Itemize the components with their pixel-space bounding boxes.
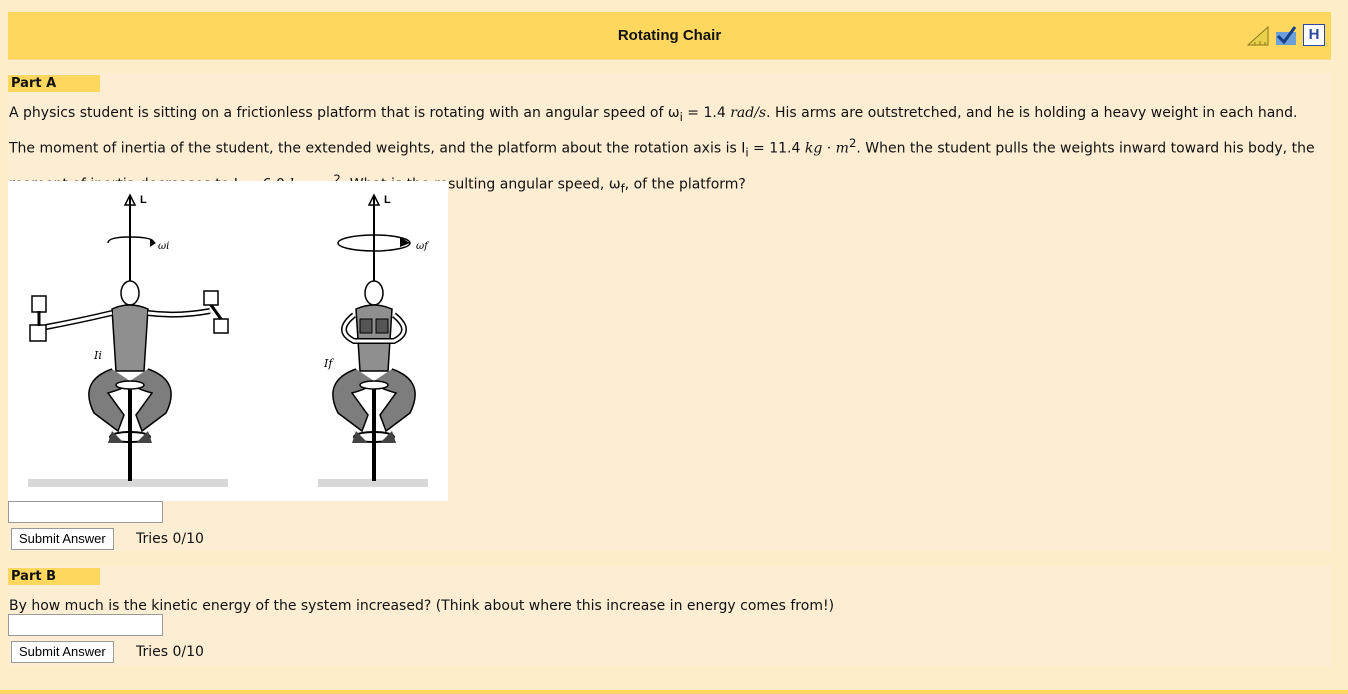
part-b-tries: Tries 0/10 xyxy=(136,644,204,660)
page-title: Rotating Chair xyxy=(617,27,722,44)
part-b-submit-button[interactable]: Submit Answer xyxy=(11,641,114,663)
part-b-label: Part B xyxy=(8,568,100,585)
label-L-right: L xyxy=(384,194,391,206)
part-b-answer-input[interactable] xyxy=(8,614,163,636)
rotating-chair-figure xyxy=(8,181,448,501)
label-omega-i: ωi xyxy=(158,241,170,252)
student-arms-in xyxy=(323,194,430,481)
part-a-submit-button[interactable]: Submit Answer xyxy=(11,528,114,550)
label-L-left: L xyxy=(140,194,147,206)
label-I-i: Ii xyxy=(94,349,102,362)
header-bar xyxy=(8,12,1331,60)
checkmark-icon[interactable] xyxy=(1275,24,1297,46)
header-icons xyxy=(1247,24,1325,46)
part-a-section xyxy=(8,73,1331,551)
label-omega-f: ωf xyxy=(416,241,428,252)
bottom-bar xyxy=(0,690,1348,694)
part-a-answer-input[interactable] xyxy=(8,501,163,523)
part-a-label: Part A xyxy=(8,75,100,92)
label-I-f: If xyxy=(324,357,333,370)
part-a-tries: Tries 0/10 xyxy=(136,531,204,547)
part-b-section xyxy=(8,566,1331,666)
ruler-icon[interactable] xyxy=(1247,24,1269,46)
part-a-question: A physics student is sitting on a frictionless platform that is rotating with an angular speed of $\omega_i = 1.4$ rad/s. His arms are outstretched, and he is holding a heavy weight in each hand. The moment of inertia of the student, the extended weights, and the platform about the rotation axis is $I_i = 11.4$ kg · $m^2$. When the student pulls the weights inward toward his body, the moment of inertia decreases to $I_f = 6.0$ kg · $m^2$. What is the resulting angular speed, $\omega_f$, of the platform? xyxy=(9,105,1315,196)
student-arms-out xyxy=(30,194,228,481)
part-b-question: By how much is the kinetic energy of the system increased? (Think about where this increase in energy comes from!) xyxy=(9,598,835,614)
hint-icon[interactable]: H xyxy=(1303,24,1325,46)
